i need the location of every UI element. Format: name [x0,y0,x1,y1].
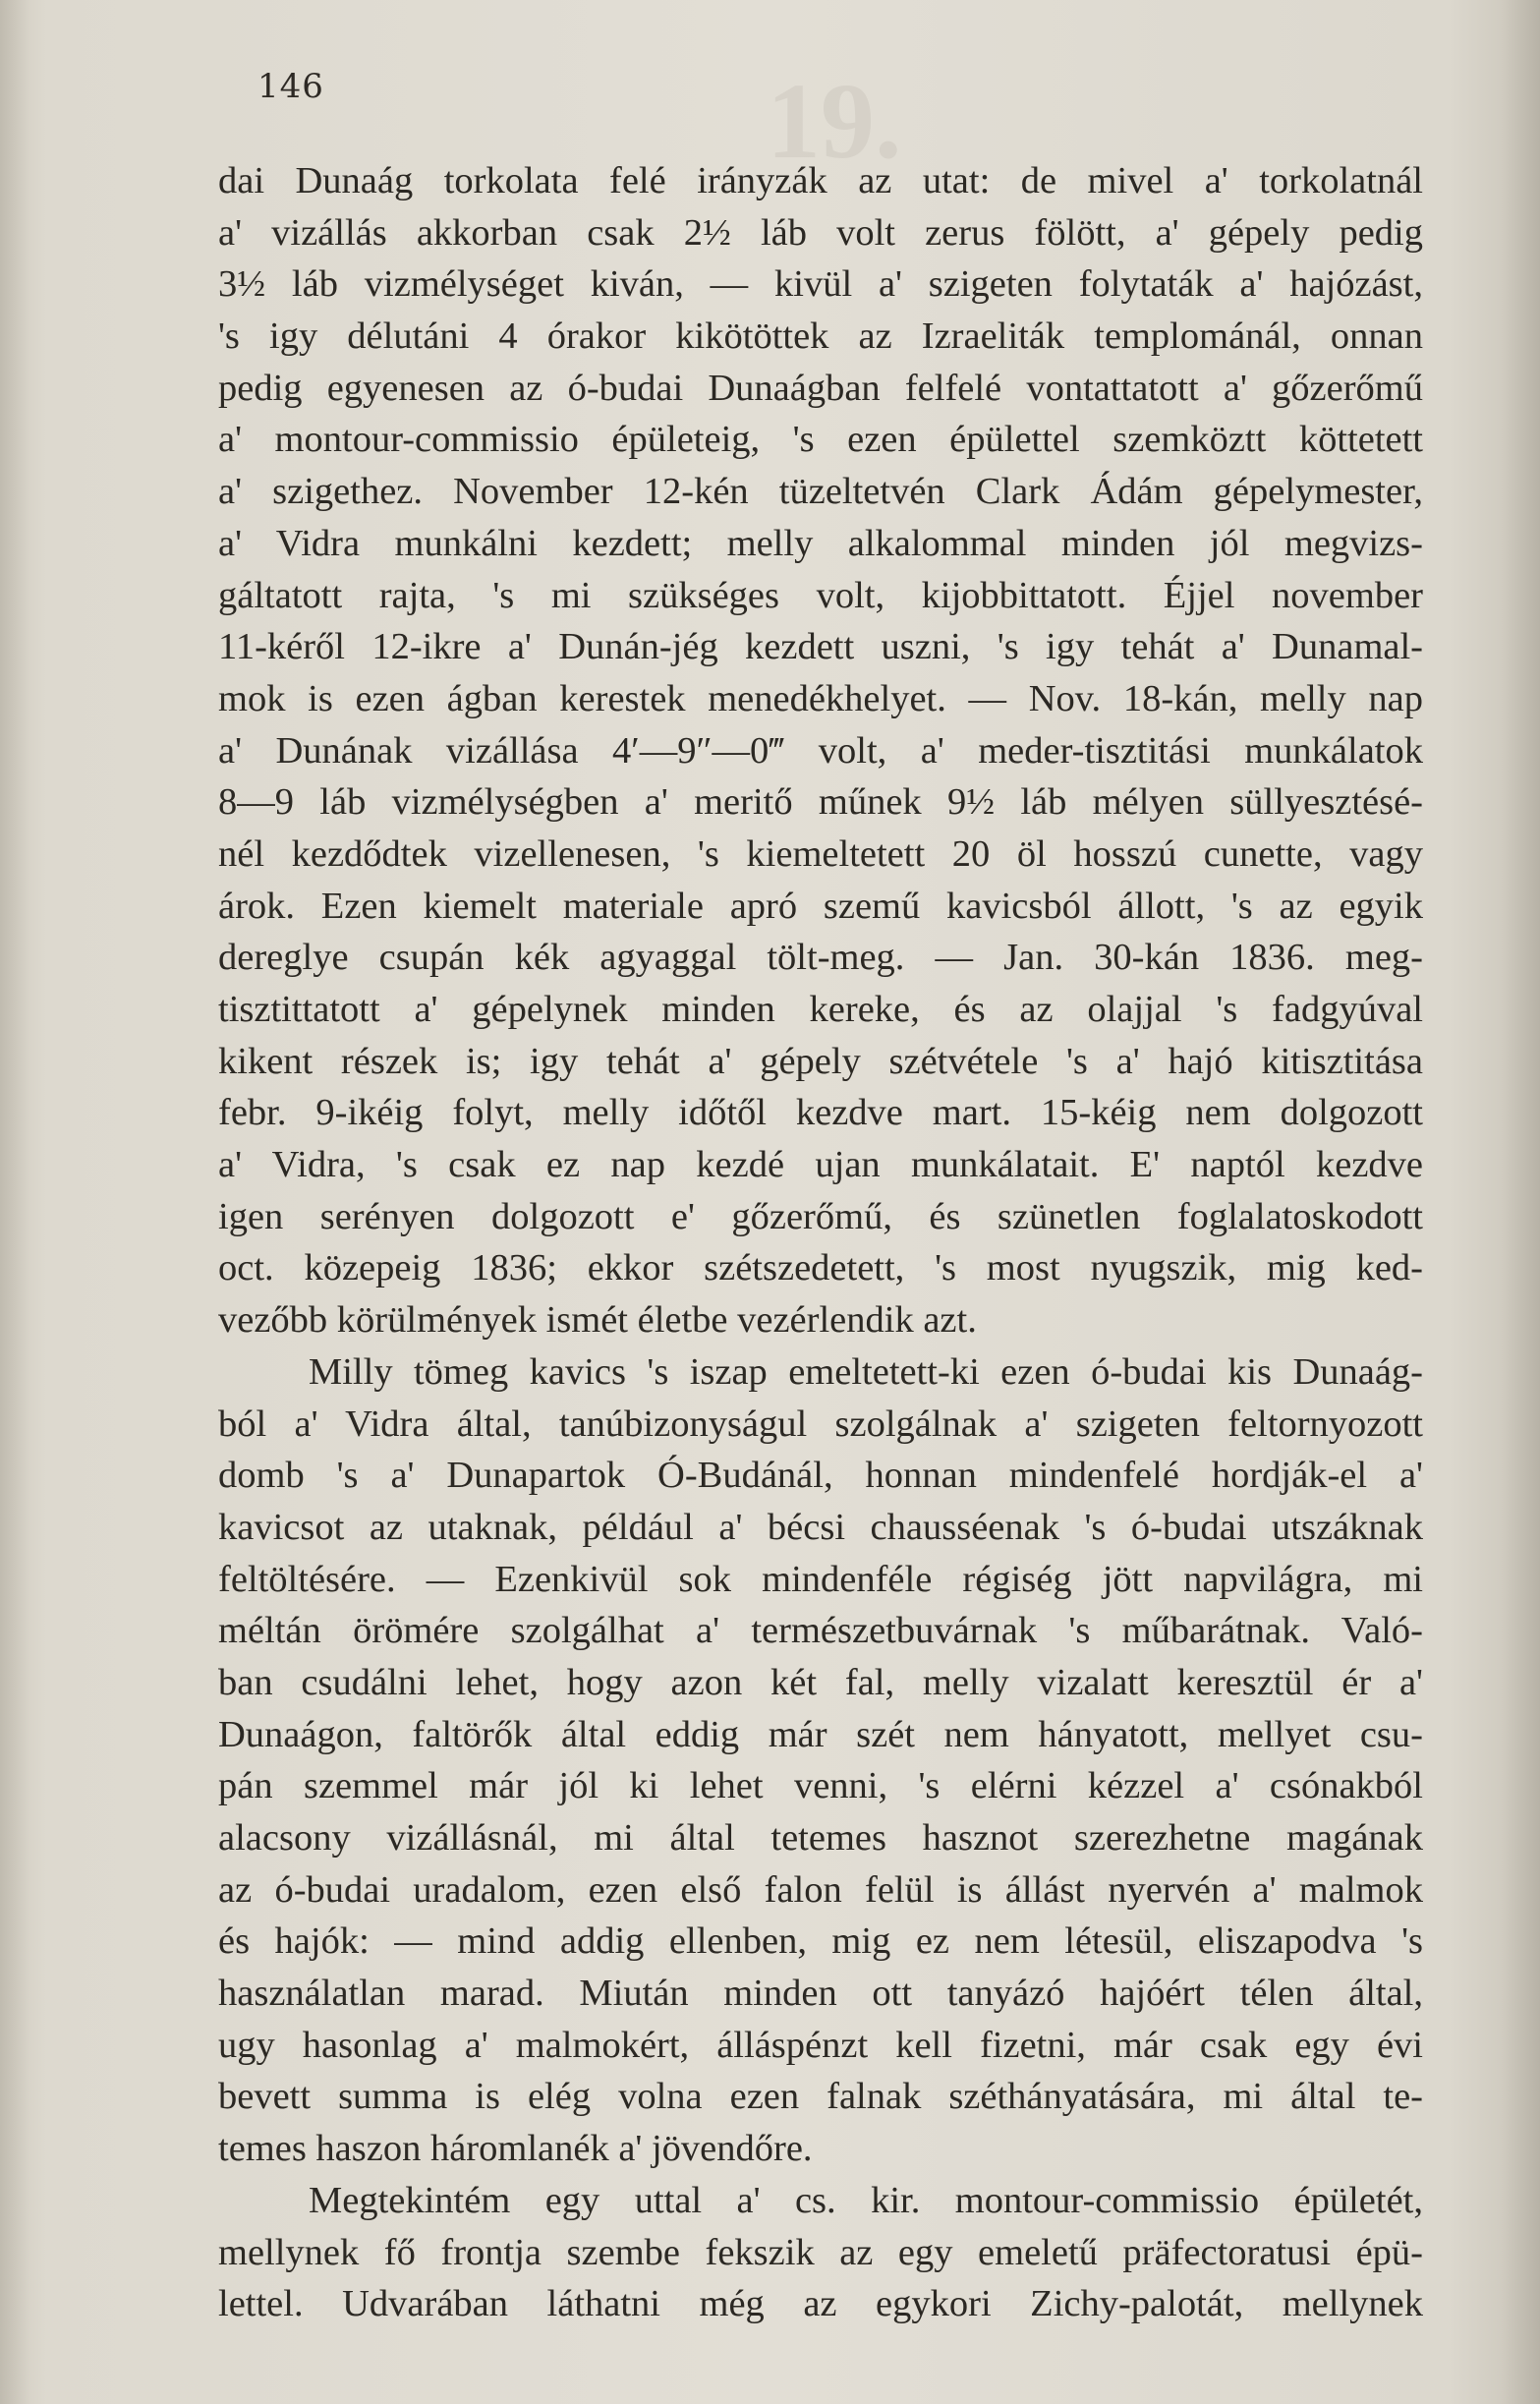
text-line: gáltatott rajta, 's mi szükséges volt, kijobbittatott. Éjjel november [218,574,1423,616]
text-line: feltöltésére. — Ezenkivül sok mindenféle régiség jött napvilágra, mi [218,1558,1423,1600]
text-line: és hajók: — mind addig ellenben, mig ez nem létesül, eliszapodva 's [218,1920,1423,1963]
text-line: ból a' Vidra által, tanúbizonyságul szolgálnak a' szigeten feltornyozott [218,1402,1423,1445]
text-line: a' Vidra munkálni kezdett; melly alkalommal minden jól megvizs- [218,522,1423,564]
text-line: igen serényen dolgozott e' gőzerőmű, és szünetlen foglalatoskodott [218,1195,1423,1237]
text-line: a' szigethez. November 12-kén tüzeltetvén Clark Ádám gépelymester, [218,471,1423,513]
text-line: bevett summa is elég volna ezen falnak széthányatására, mi által te- [218,2076,1423,2118]
text-line: domb 's a' Dunapartok Ó-Budánál, honnan mindenfelé hordják-el a' [218,1455,1423,1497]
text-line: tisztittatott a' gépelynek minden kereke, és az olajjal 's fadgyúval [218,989,1423,1030]
bleed-through-text: 19. [767,61,902,181]
text-line: 8—9 láb vizmélységben a' meritő műnek 9½ láb mélyen süllyesztésé- [218,781,1423,824]
text-line: 's igy délutáni 4 órakor kikötöttek az Izraeliták templománál, onnan [218,315,1423,358]
text-line: dereglye csupán kék agyaggal tölt-meg. — Jan. 30-kán 1836. meg- [218,937,1423,979]
paragraph [218,155,1423,1346]
text-line: a' Dunának vizállása 4′—9″—0‴ volt, a' meder-tisztitási munkálatok [218,729,1423,772]
text-line: febr. 9-ikéig folyt, melly időtől kezdve mart. 15-kéig nem dolgozott [218,1092,1423,1134]
text-line: Milly tömeg kavics 's iszap emeltetett-ki ezen ó-budai kis Dunaág- [309,1350,1423,1393]
text-line: a' vizállás akkorban csak 2½ láb volt zerus fölött, a' gépely pedig [218,211,1423,254]
text-line: a' montour-commissio épületeig, 's ezen épülettel szemköztt köttetett [218,419,1423,461]
text-line: pán szemmel már jól ki lehet venni, 's elérni kézzel a' csónakból [218,1765,1423,1807]
text-line: 11-kéről 12-ikre a' Dunán-jég kezdett uszni, 's igy tehát a' Dunamal- [218,626,1423,668]
text-line: Dunaágon, faltörők által eddig már szét nem hányatott, mellyet csu- [218,1713,1423,1755]
text-line: alacsony vizállásnál, mi által tetemes hasznot szerezhetne magának [218,1817,1423,1859]
text-line: pedig egyenesen az ó-budai Dunaágban felfelé vontattatott a' gőzerőmű [218,367,1423,409]
paragraph [218,1346,1423,2175]
text-line: mok is ezen ágban kerestek menedékhelyet. — Nov. 18-kán, melly nap [218,677,1423,719]
text-line: kikent részek is; igy tehát a' gépely szétvétele 's a' hajó kitisztitása [218,1040,1423,1082]
text-line: az ó-budai uradalom, ezen első falon felül is állást nyervén a' malmok [218,1868,1423,1911]
text-line: árok. Ezen kiemelt materiale apró szemű kavicsból állott, 's az egyik [218,885,1423,927]
text-line: ugy hasonlag a' malmokért, álláspénzt kell fizetni, már csak egy évi [218,2024,1423,2066]
text-line: nél kezdődtek vizellenesen, 's kiemeltetett 20 öl hosszú cunette, vagy [218,832,1423,875]
text-line: temes haszon háromlanék a' jövendőre. [218,2128,813,2170]
text-line: Megtekintém egy uttal a' cs. kir. montour-commissio épületét, [309,2179,1423,2221]
text-line: mellynek fő frontja szembe fekszik az egy emeletű präfectoratusi épü- [218,2231,1423,2273]
body-text [218,155,1423,2330]
text-line: használatlan marad. Miután minden ott tanyázó hajóért télen által, [218,1973,1423,2015]
text-line: kavicsot az utaknak, például a' bécsi chausséenak 's ó-budai utszáknak [218,1506,1423,1548]
text-line: lettel. Udvarában láthatni még az egykori Zichy-palotát, mellynek [218,2283,1423,2325]
text-line: vezőbb körülmények ismét életbe vezérlendik azt. [218,1299,977,1342]
page-gutter-shadow [0,0,29,2404]
page-edge-shadow [1501,0,1540,2404]
text-line: a' Vidra, 's csak ez nap kezdé ujan munkálatait. E' naptól kezdve [218,1144,1423,1186]
page-number: 146 [257,67,324,106]
text-line: dai Dunaág torkolata felé irányzák az utat: de mivel a' torkolatnál [218,160,1423,201]
text-line: méltán örömére szolgálhat a' természetbuvárnak 's műbarátnak. Való- [218,1610,1423,1652]
paragraph [218,2175,1423,2330]
text-line: oct. közepeig 1836; ekkor szétszedetett, 's most nyugszik, mig ked- [218,1247,1423,1289]
text-line: 3½ láb vizmélységet kiván, — kivül a' szigeten folytaták a' hajózást, [218,263,1423,306]
text-line: ban csudálni lehet, hogy azon két fal, melly vizalatt keresztül ér a' [218,1661,1423,1703]
